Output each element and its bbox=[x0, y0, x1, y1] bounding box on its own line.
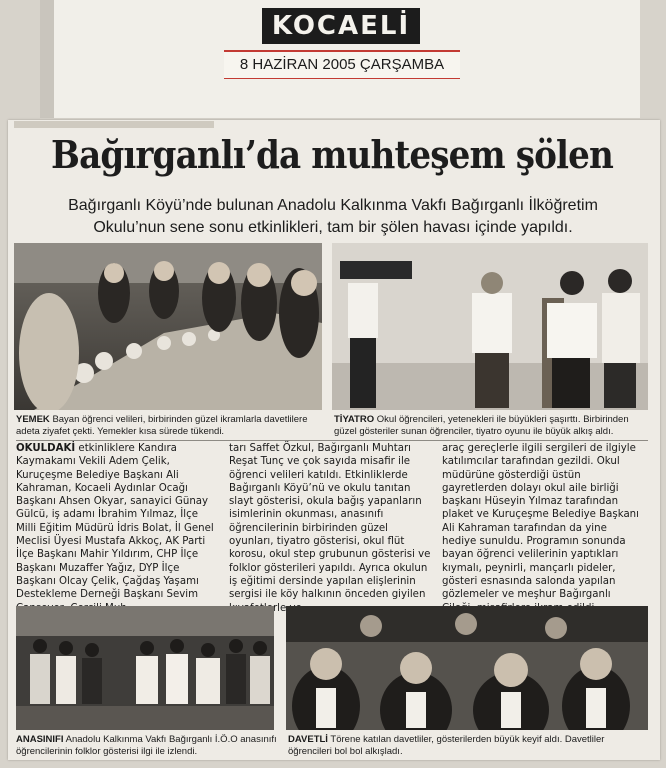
guests-photo-image bbox=[286, 606, 648, 730]
article-headline: Bağırganlı’da muhteşem şölen bbox=[51, 132, 613, 177]
newspaper-masthead: KOCAELİ bbox=[262, 8, 420, 44]
photo-dinner bbox=[14, 243, 322, 410]
article-subhead bbox=[16, 195, 650, 239]
article-column-1-text: etkinliklere Kandıra Kaymakamı Vekili Adem Çelik, Kuruçeşme Belediye Başkanı Ali Kahraman, Kocaeli Aydınlar Ocağı Başkanı Ahsen Okyar, sanayici Günay Gülcü, iş adamı İbrahim Yılmaz, İlçe Milli Eğitim Müdürü İdris Bolat, İl Genel Meclisi Üyesi Mustafa Akkoç, AK Parti İlçe Başkanı Mahir Yıldırım, CHP İlçe Başkanı Muzaffer Yağız, DYP İlçe Başkanı Olcay Çelik, Çağdaş Yaşamı Destekleme Derneği Başkanı Sevim bbox=[16, 443, 214, 601]
theatre-photo-image bbox=[332, 243, 648, 410]
caption-tiyatro-label: TİYATRO bbox=[334, 414, 375, 425]
caption-tiyatro bbox=[334, 414, 648, 438]
folklore-photo-image bbox=[16, 606, 274, 730]
article-lead-word: OKULDAKİ bbox=[16, 443, 76, 454]
caption-yemek-text: Bayan öğrenci velileri, birbirinden güzel ikramlarla davetlilere adeta ziyafet çekti. Yemekler kısa sürede tükendi. bbox=[16, 414, 308, 437]
article-column-3 bbox=[442, 442, 644, 615]
torn-edge-strip bbox=[14, 121, 214, 128]
caption-davetli-text: Törene katılan davetliler, gösterilerden büyük keyif aldı. Davetliler öğrencileri bol bol alkışladı. bbox=[288, 734, 605, 757]
photo-guests bbox=[286, 606, 648, 730]
caption-divider bbox=[16, 440, 648, 441]
photo-folklore bbox=[16, 606, 274, 730]
article-column-3-text: araç gereçlerle ilgili sergileri de ilgiyle katılımcılar tarafından gezildi. Okul müdürüne gösterdiği üstün gayretlerden dolayı okul aile birliği başkanı Hüseyin Yılmaz tarafından plaket ve Kuruçeşme Belediye Başkanı Ali Kahraman tarafından da yine hediye sunuldu. Programın sonunda bayan öğrenci velilerinin yaptıkları kıymalı, peynirli, mançarlı pideler, gösteri esnasında salonda yapılan gözlemeler ve meşhur Bağırganlı bbox=[442, 443, 639, 601]
dinner-photo-image bbox=[14, 243, 322, 410]
article-column-2-text: tarı Saffet Özkul, Bağırganlı Muhtarı Reşat Tunç ve çok sayıda misafir ile öğrenci velileri katıldı. Etkinliklerde Bağırganlı Köyü’nü ve okulu tanıtan slayt gösterisi, okula bağış yapanların isimlerinin okunması, anasınıfı öğrencilerinin birbirinden güzel oyunları, tiyatro gösterisi, okul flüt korosu, okul step grubunun gösterisi ve folklor gösterileri yapıldı. Ayrıca okulun iş eğitimi dersinde yapılan elişlerinin sergisi ile köy halkının önceden giyilen bbox=[229, 443, 431, 601]
caption-yemek bbox=[16, 414, 322, 438]
paper-fold bbox=[40, 0, 54, 118]
caption-anasinifi-text: Anadolu Kalkınma Vakfı Bağırganlı İ.Ö.O anasınıfı öğrencilerinin folklor gösterisi ilgi ile izlendi. bbox=[16, 734, 277, 757]
caption-davetli bbox=[288, 734, 648, 758]
subhead-line-1: Bağırganlı Köyü’nde bulunan Anadolu Kalkınma Vakfı Bağırganlı İlköğretim bbox=[68, 197, 598, 214]
issue-date: 8 HAZİRAN 2005 ÇARŞAMBA bbox=[224, 50, 460, 79]
photo-theatre bbox=[332, 243, 648, 410]
caption-anasinifi bbox=[16, 734, 278, 758]
caption-anasinifi-label: ANASINIFI bbox=[16, 734, 64, 745]
article-body bbox=[16, 442, 644, 602]
caption-yemek-label: YEMEK bbox=[16, 414, 50, 425]
article-column-2 bbox=[229, 442, 431, 615]
article-column-1 bbox=[16, 442, 218, 615]
caption-davetli-label: DAVETLİ bbox=[288, 734, 328, 745]
caption-tiyatro-text: Okul öğrencileri, yetenekleri ile büyükleri şaşırttı. Birbirinden güzel gösteriler sunan öğrenciler, tiyatro oyunu ile büyük alkış aldı. bbox=[334, 414, 629, 437]
subhead-line-2: Okulu’nun sene sonu etkinlikleri, tam bir şölen havası içinde yapıldı. bbox=[93, 219, 573, 236]
